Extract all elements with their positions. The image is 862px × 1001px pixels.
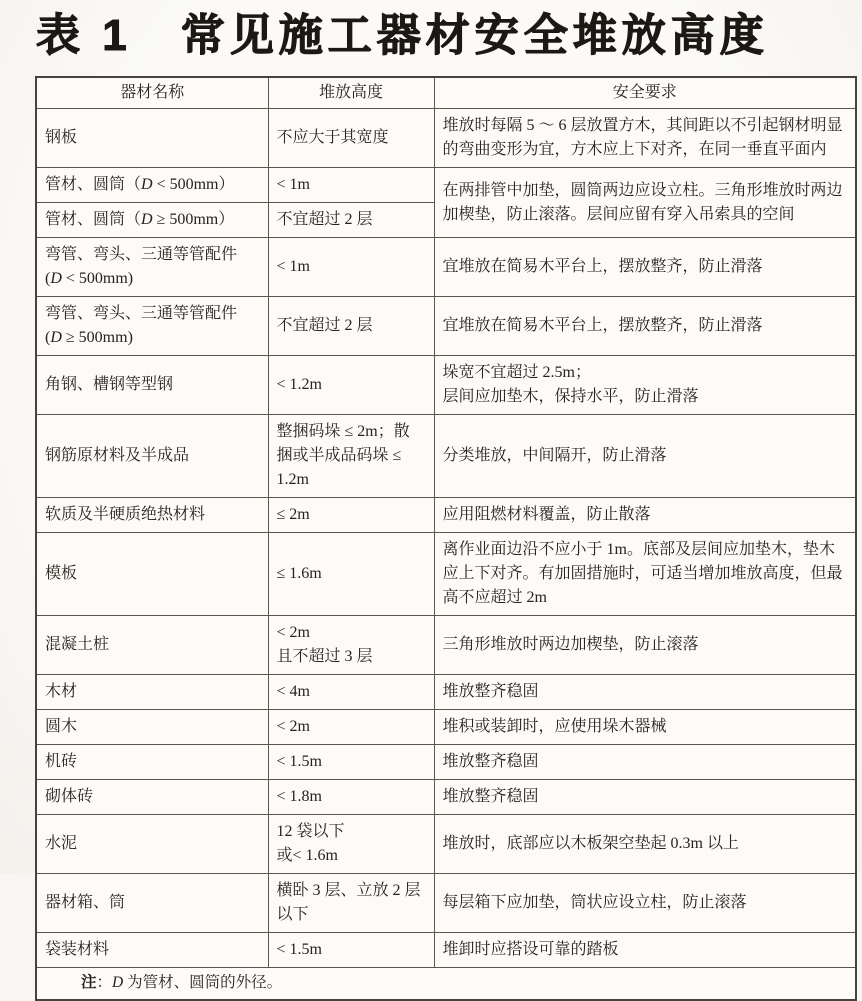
safety-requirement-cell: 分类堆放，中间隔开，防止滑落 [434, 415, 856, 498]
stack-height-cell: 整捆码垛 ≤ 2m；散捆或半成品码垛 ≤ 1.2m [268, 415, 434, 498]
table-body [36, 109, 856, 968]
stack-height-cell: 横卧 3 层、立放 2 层以下 [268, 874, 434, 933]
material-name-cell: 钢板 [36, 109, 268, 168]
stack-height-cell: < 1.2m [268, 356, 434, 415]
safety-requirement-cell: 在两排管中加垫，圆筒两边应设立柱。三角形堆放时两边加楔垫，防止滚落。层间应留有穿入吊索具的空间 [434, 168, 856, 238]
stack-height-cell: 12 袋以下 或< 1.6m [268, 815, 434, 874]
stack-height-cell: < 2m [268, 710, 434, 745]
table-row [36, 815, 856, 874]
note-row [36, 968, 856, 1000]
note-label: 注 [81, 974, 97, 992]
safety-requirement-cell: 堆放时每隔 5 ～ 6 层放置方木，其间距以不引起钢材明显的弯曲变形为宜，方木应上下对齐，在同一垂直平面内 [434, 109, 856, 168]
safety-requirement-cell: 离作业面边沿不应小于 1m。底部及层间应加垫木，垫木应上下对齐。有加固措施时，可适当增加堆放高度，但最高不应超过 2m [434, 533, 856, 616]
safety-requirement-cell: 每层箱下应加垫，筒状应设立柱，防止滚落 [434, 874, 856, 933]
stack-height-cell: ≤ 2m [268, 498, 434, 533]
material-name-cell: 角钢、槽钢等型钢 [36, 356, 268, 415]
stack-height-cell: 不宜超过 2 层 [268, 203, 434, 238]
stack-height-cell: < 1m [268, 238, 434, 297]
table-row [36, 533, 856, 616]
material-name-cell: 管材、圆筒（D ≥ 500mm） [36, 203, 268, 238]
table-header [36, 77, 856, 109]
material-name-cell: 袋装材料 [36, 933, 268, 968]
safety-requirement-cell: 堆放整齐稳固 [434, 675, 856, 710]
stack-height-cell: < 1.8m [268, 780, 434, 815]
stack-height-cell: ≤ 1.6m [268, 533, 434, 616]
stack-height-cell: 不宜超过 2 层 [268, 297, 434, 356]
header-stack-height: 堆放高度 [268, 77, 434, 109]
stack-height-cell: 不应大于其宽度 [268, 109, 434, 168]
header-row [36, 77, 856, 109]
safety-requirement-cell: 堆积或装卸时，应使用垛木器械 [434, 710, 856, 745]
table-footer [36, 968, 856, 1000]
material-name-cell: 水泥 [36, 815, 268, 874]
table-row [36, 675, 856, 710]
material-name-cell: 弯管、弯头、三通等管配件 (D ≥ 500mm) [36, 297, 268, 356]
safety-requirement-cell: 堆放时，底部应以木板架空垫起 0.3m 以上 [434, 815, 856, 874]
header-material-name: 器材名称 [36, 77, 268, 109]
material-name-cell: 模板 [36, 533, 268, 616]
safety-requirement-cell: 宜堆放在简易木平台上，摆放整齐，防止滑落 [434, 238, 856, 297]
stack-height-cell: < 1.5m [268, 745, 434, 780]
table-row [36, 238, 856, 297]
material-name-cell: 钢筋原材料及半成品 [36, 415, 268, 498]
material-name-cell: 混凝土桩 [36, 616, 268, 675]
stack-height-cell: < 2m 且不超过 3 层 [268, 616, 434, 675]
table-title: 表 1 常见施工器材安全堆放高度 [36, 11, 769, 60]
safety-requirement-cell: 堆放整齐稳固 [434, 780, 856, 815]
safety-requirement-cell: 堆放整齐稳固 [434, 745, 856, 780]
safety-requirement-cell: 堆卸时应搭设可靠的踏板 [434, 933, 856, 968]
materials-table [35, 76, 857, 1000]
material-name-cell: 弯管、弯头、三通等管配件 (D < 500mm) [36, 238, 268, 297]
table-row [36, 780, 856, 815]
material-name-cell: 软质及半硬质绝热材料 [36, 498, 268, 533]
material-name-cell: 圆木 [36, 710, 268, 745]
material-name-cell: 器材箱、筒 [36, 874, 268, 933]
table-row [36, 710, 856, 745]
table-row [36, 616, 856, 675]
table-row [36, 498, 856, 533]
material-name-cell: 管材、圆筒（D < 500mm） [36, 168, 268, 203]
material-name-cell: 木材 [36, 675, 268, 710]
table-row [36, 297, 856, 356]
safety-requirement-cell: 三角形堆放时两边加楔垫，防止滚落 [434, 616, 856, 675]
material-name-cell: 砌体砖 [36, 780, 268, 815]
safety-requirement-cell: 应用阻燃材料覆盖，防止散落 [434, 498, 856, 533]
table-row [36, 933, 856, 968]
table-note: 注：D 为管材、圆筒的外径。 [36, 968, 856, 1000]
safety-requirement-cell: 垛宽不宜超过 2.5m； 层间应加垫木，保持水平，防止滑落 [434, 356, 856, 415]
stack-height-cell: < 4m [268, 675, 434, 710]
table-row [36, 356, 856, 415]
table-row [36, 109, 856, 168]
stack-height-cell: < 1m [268, 168, 434, 203]
table-row [36, 168, 856, 203]
header-safety-requirement: 安全要求 [434, 77, 856, 109]
safety-requirement-cell: 宜堆放在简易木平台上，摆放整齐，防止滑落 [434, 297, 856, 356]
table-row [36, 745, 856, 780]
table-row [36, 874, 856, 933]
table-row [36, 415, 856, 498]
stack-height-cell: < 1.5m [268, 933, 434, 968]
material-name-cell: 机砖 [36, 745, 268, 780]
